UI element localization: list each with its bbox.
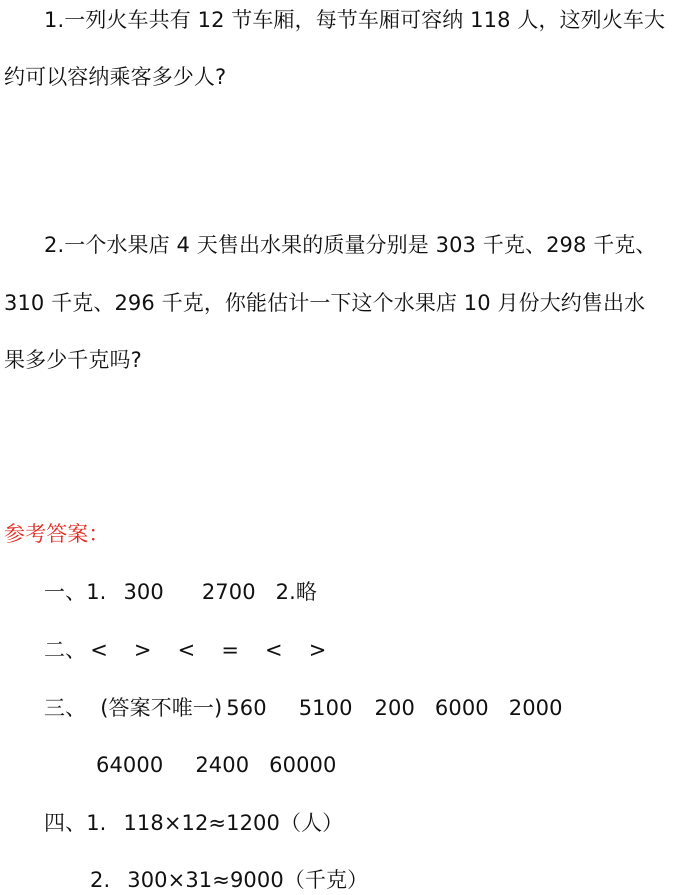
section-3-value: 2400 [195,753,250,777]
question-1-line-2: 约可以容纳乘客多少人? [4,65,227,89]
section-3-value: 2000 [508,696,563,720]
section-3-value: 64000 [96,753,164,777]
answer-section-4-item-2-row [90,866,368,894]
section-4-item-2: 300×31≈9000（千克） [127,868,369,892]
section-4-item-1: 118×12≈1200（人） [123,811,344,835]
answer-section-4 [44,809,343,837]
section-2-symbol: = [221,638,240,662]
section-4-label: 四、1. [44,811,107,835]
section-3-value: 200 [374,696,415,720]
answer-key-title: 参考答案： [4,522,110,546]
section-1-label: 一、1. [44,580,107,604]
section-2-symbol: < [265,638,283,662]
section-3-note: (答案不唯一) [100,696,223,720]
answer-section-2 [44,636,326,664]
section-3-value: 60000 [269,753,337,777]
answer-section-3-row-2 [96,751,336,779]
section-2-symbol: < [177,638,196,662]
section-3-value: 6000 [434,696,489,720]
answer-section-3 [44,694,563,722]
section-3-value: 560 [226,696,267,720]
section-2-symbol: < [90,638,108,662]
section-4-item-2-label: 2. [90,868,111,892]
section-1-value-2: 2700 [201,580,256,604]
section-2-symbol: > [308,638,327,662]
question-2-line-2: 310 千克、296 千克，你能估计一下这个水果店 10 月份大约售出水 [4,291,646,315]
question-2-line-1: 2.一个水果店 4 天售出水果的质量分别是 303 千克、298 千克、 [44,233,657,257]
answer-section-1 [44,578,317,606]
section-1-value-1: 300 [123,580,164,604]
section-3-label: 三、 [44,696,87,720]
section-2-label: 二、 [44,638,87,662]
section-1-value-3: 2.略 [275,580,318,604]
question-1-line-1: 1.一列火车共有 12 节车厢，每节车厢可容纳 118 人，这列火车大 [44,8,666,32]
section-2-symbol: > [133,638,152,662]
section-3-value: 5100 [298,696,353,720]
question-2-line-3: 果多少千克吗? [4,348,142,372]
